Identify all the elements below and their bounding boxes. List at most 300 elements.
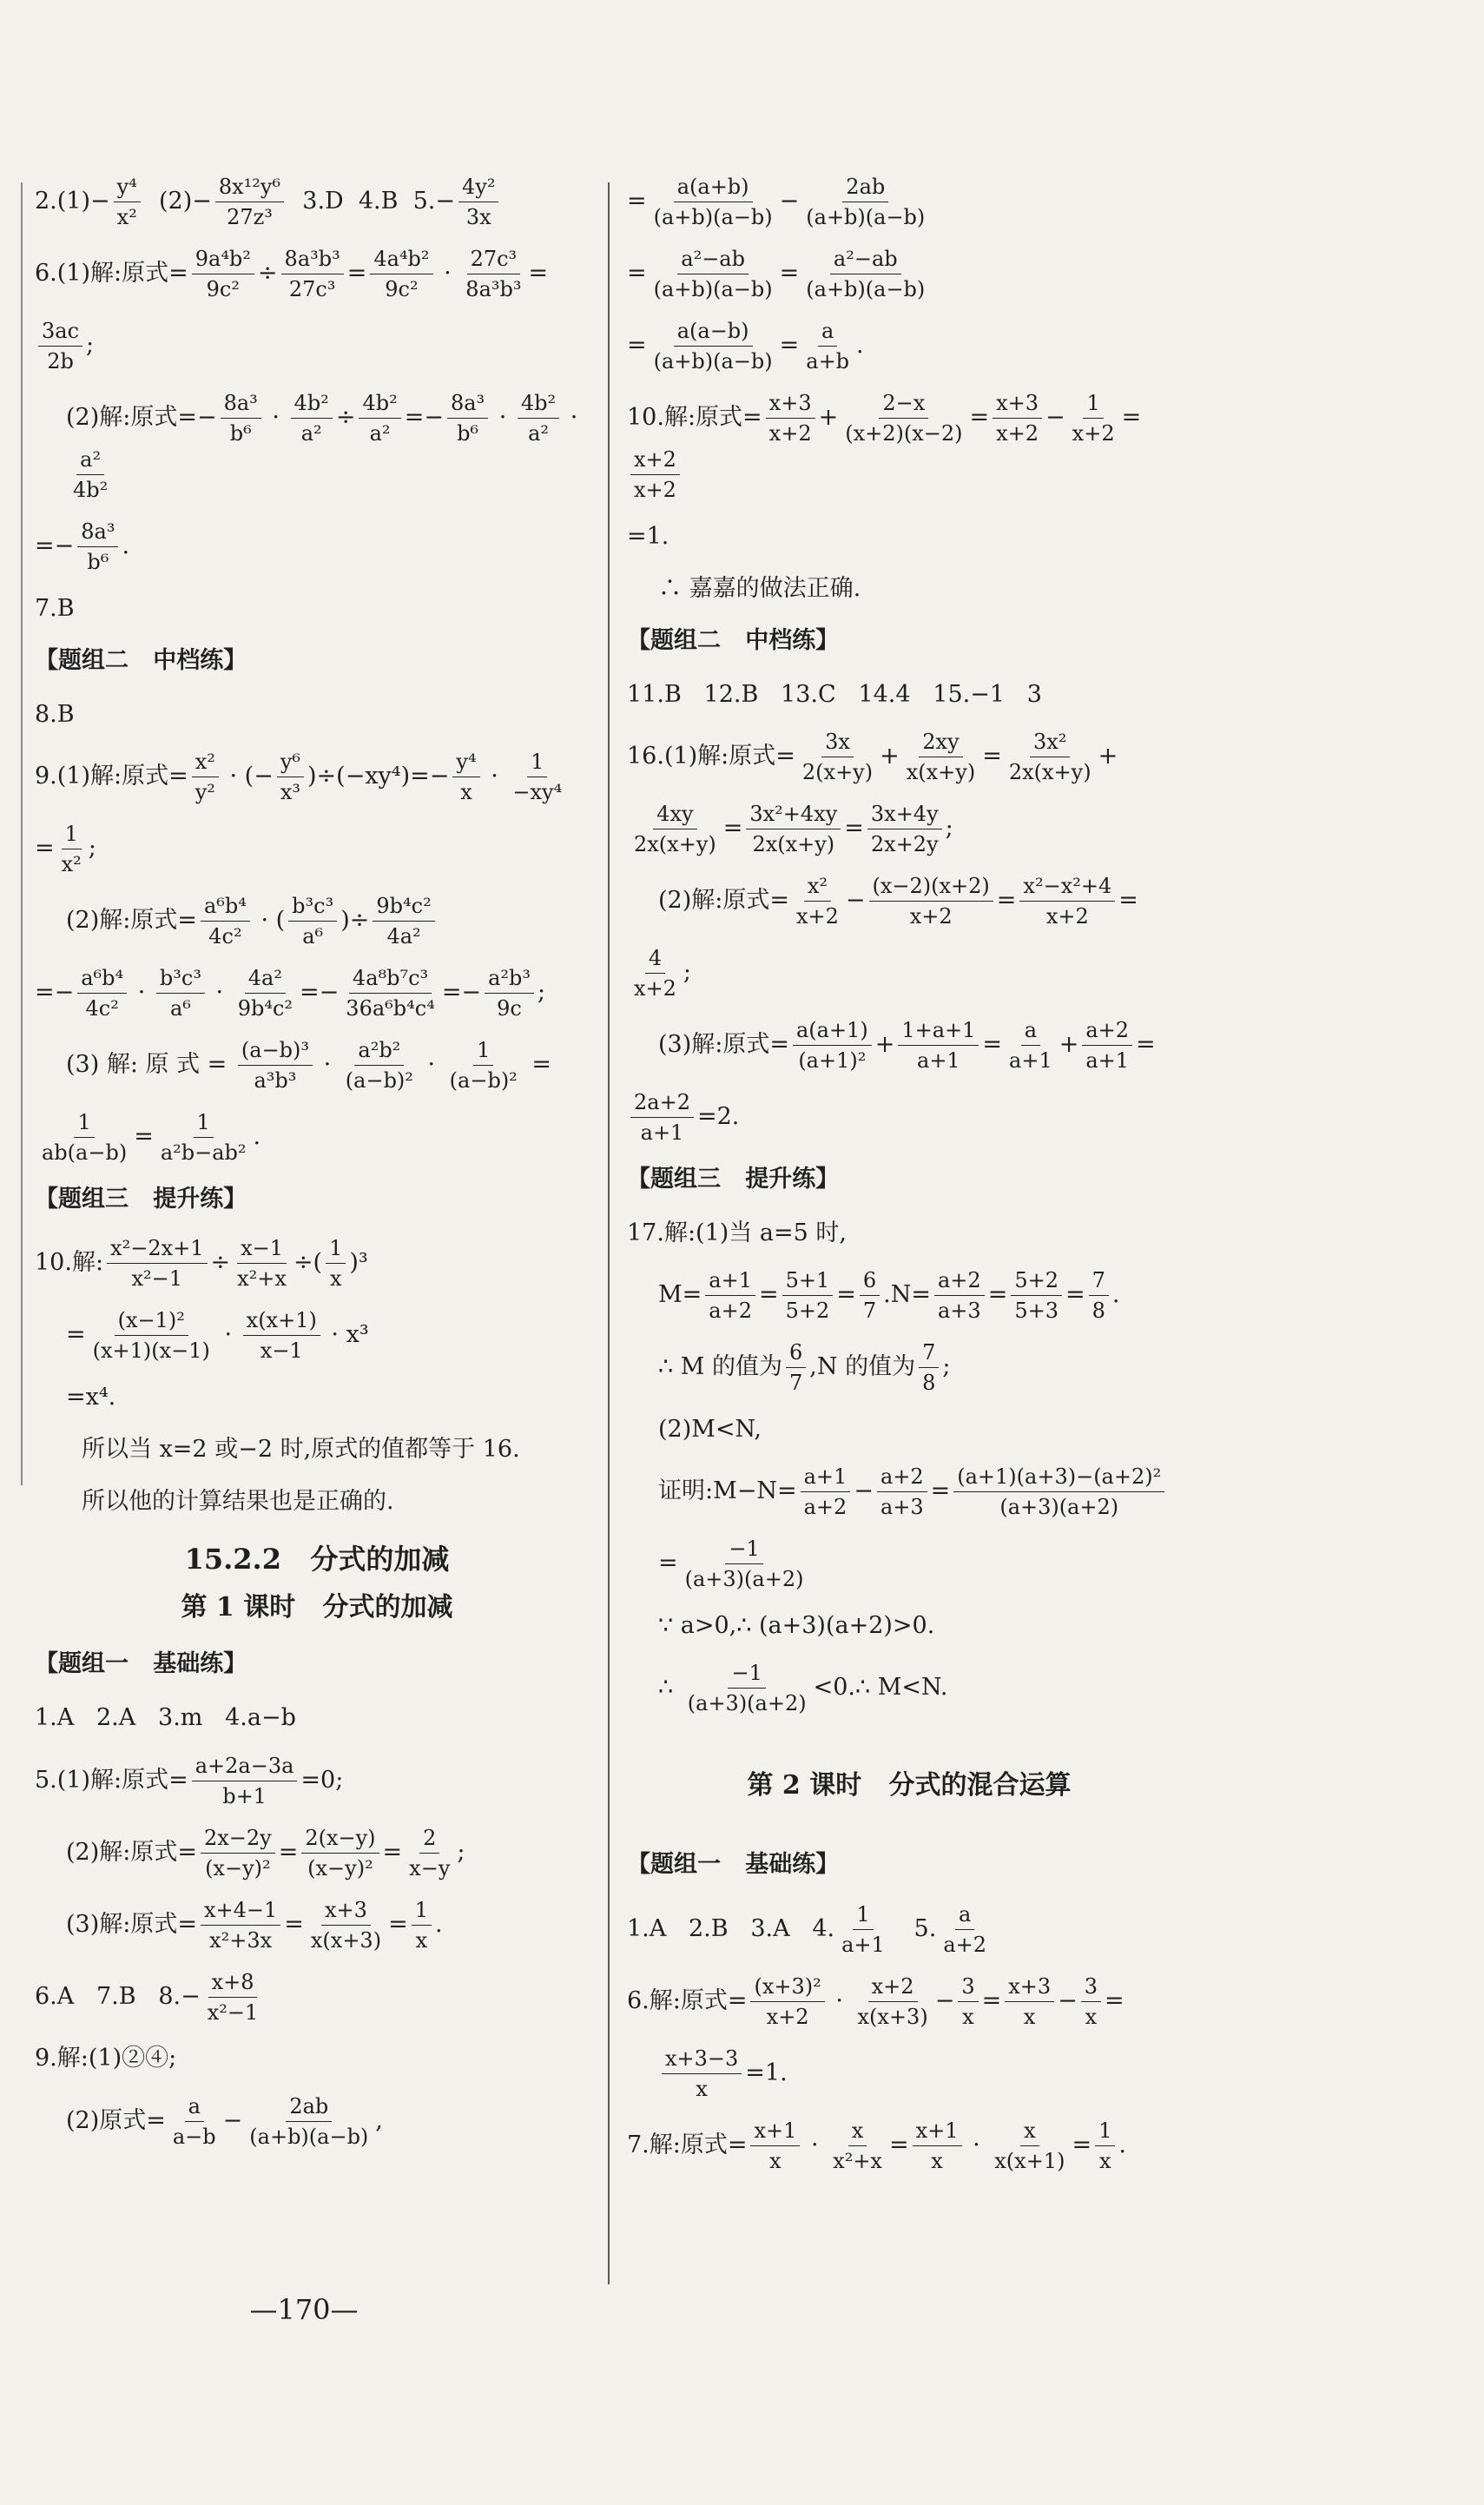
numerator: a⁶b⁴ xyxy=(201,893,250,922)
numerator: 2ab xyxy=(842,174,888,202)
math-text: − xyxy=(779,188,800,215)
fraction xyxy=(446,1037,521,1094)
numerator: a²b³ xyxy=(485,965,534,994)
math-text: M= xyxy=(658,1281,702,1309)
denominator: (x+1)(x−1) xyxy=(92,1338,210,1363)
fraction xyxy=(1019,873,1115,929)
denominator: x+2 xyxy=(1072,421,1115,446)
fraction xyxy=(1082,1017,1132,1074)
fraction xyxy=(288,893,337,949)
fraction xyxy=(1089,1267,1109,1324)
numerator: x+2 xyxy=(630,446,680,475)
answer-line xyxy=(627,677,1191,713)
denominator: a²b−ab² xyxy=(160,1140,247,1165)
numerator: 8a³ xyxy=(447,390,488,419)
page-number: —170— xyxy=(249,2293,359,2326)
denominator: x+2 xyxy=(909,904,953,929)
fraction xyxy=(509,749,565,805)
math-text: . xyxy=(253,1123,261,1151)
fraction xyxy=(630,1089,694,1146)
math-text: − xyxy=(854,1477,874,1505)
denominator: (a+b)(a−b) xyxy=(653,349,773,373)
math-text: , xyxy=(375,2106,383,2134)
math-text: = xyxy=(844,815,864,843)
answer-line xyxy=(35,174,599,230)
numerator: 4b² xyxy=(359,390,400,419)
math-text: = xyxy=(627,332,647,360)
denominator: (a+3)(a+2) xyxy=(684,1567,804,1591)
numerator: −1 xyxy=(725,1536,762,1564)
answer-line xyxy=(627,2046,1191,2102)
math-text: = xyxy=(278,1838,299,1866)
math-text: − xyxy=(222,2106,243,2134)
denominator: 2(x+y) xyxy=(801,760,874,784)
answer-line xyxy=(35,246,599,302)
math-text: = xyxy=(969,404,990,432)
numerator: x²−2x+1 xyxy=(107,1235,207,1264)
numerator: 27c³ xyxy=(467,246,521,274)
math-text: 6.A 7.B 8.− xyxy=(35,1982,201,2010)
denominator: x³ xyxy=(280,780,300,804)
numerator: 6 xyxy=(860,1267,880,1296)
fraction xyxy=(204,1969,262,2026)
math-text: =− xyxy=(35,979,75,1007)
math-text: ÷ xyxy=(210,1249,231,1277)
numerator: 3 xyxy=(1081,1973,1101,2002)
fraction xyxy=(234,1235,290,1292)
denominator: 2x(x+y) xyxy=(1008,760,1092,784)
answer-line xyxy=(627,1411,1191,1448)
fraction xyxy=(1006,1017,1056,1074)
math-text: − xyxy=(1045,404,1065,432)
numerator: 1 xyxy=(527,749,547,777)
math-text: ; xyxy=(537,979,546,1007)
numerator: x xyxy=(1020,2118,1039,2146)
numerator: 9a⁴b² xyxy=(192,246,254,274)
numerator: 1 xyxy=(62,821,82,849)
numerator: a²−ab xyxy=(830,246,901,274)
answer-line xyxy=(627,1267,1191,1324)
math-text: + xyxy=(1059,1031,1079,1059)
fraction xyxy=(867,801,942,857)
denominator: a+2 xyxy=(709,1299,752,1323)
numerator: x+3 xyxy=(321,1897,371,1926)
denominator: a+1 xyxy=(917,1048,960,1073)
numerator: x+3 xyxy=(1005,1973,1054,2002)
answer-line xyxy=(35,821,599,877)
math-text: = xyxy=(758,1281,779,1309)
answer-line xyxy=(35,1897,599,1953)
denominator: 27z³ xyxy=(227,205,273,229)
math-text: . xyxy=(1118,2131,1126,2158)
math-text: · x³ xyxy=(323,1321,369,1349)
math-text: = xyxy=(1072,2131,1092,2158)
answer-line xyxy=(35,2093,599,2150)
numerator: x xyxy=(848,2118,867,2146)
numerator: a+2 xyxy=(934,1267,985,1296)
denominator: 27c³ xyxy=(288,277,336,301)
numerator: 7 xyxy=(919,1339,939,1368)
numerator: 6 xyxy=(786,1339,806,1368)
numerator: 4 xyxy=(645,945,665,974)
fraction xyxy=(802,318,853,374)
numerator: 8x¹²y⁶ xyxy=(215,174,284,202)
denominator: x xyxy=(696,2076,708,2101)
math-text: (3) 解: 原 式 = xyxy=(66,1051,234,1079)
numerator: a+2 xyxy=(877,1464,927,1492)
denominator: a⁶ xyxy=(169,996,191,1021)
numerator: 9b⁴c² xyxy=(373,893,434,922)
math-text: 7.B xyxy=(35,594,75,622)
denominator: x² xyxy=(116,205,137,229)
denominator: x−1 xyxy=(260,1338,303,1363)
fraction xyxy=(301,1825,379,1881)
fraction xyxy=(370,246,432,302)
math-text: (2)解:原式= xyxy=(658,887,789,915)
math-text: ∴ 嘉嘉的做法正确. xyxy=(658,574,861,602)
left-column xyxy=(35,174,599,2165)
math-text: 15.2.2 分式的加减 xyxy=(184,1543,450,1576)
fraction xyxy=(412,1897,432,1953)
math-text: · xyxy=(419,1051,443,1079)
group-heading xyxy=(627,1161,1191,1198)
denominator: 9b⁴c² xyxy=(237,996,294,1021)
denominator: x xyxy=(1085,2004,1098,2029)
math-text: 第 1 课时 分式的加减 xyxy=(181,1592,453,1623)
math-text: . xyxy=(856,332,864,360)
denominator: 2b xyxy=(47,349,74,373)
fraction xyxy=(1011,1267,1062,1324)
fraction xyxy=(69,446,111,503)
fraction xyxy=(447,390,488,446)
math-text: · xyxy=(264,404,287,432)
numerator: 2 xyxy=(419,1825,439,1854)
fraction xyxy=(684,1660,810,1716)
fraction xyxy=(705,1267,755,1324)
math-text: 9.(1)解:原式= xyxy=(35,763,188,790)
math-text: 11.B 12.B 13.C 14.4 15.−1 3 xyxy=(627,680,1042,708)
math-text: =− xyxy=(404,404,444,432)
answer-line xyxy=(627,1901,1191,1958)
answer-line xyxy=(627,801,1191,857)
fraction xyxy=(192,246,254,302)
numerator: a²b² xyxy=(354,1037,404,1066)
denominator: −xy⁴ xyxy=(512,780,563,804)
answer-line xyxy=(627,1017,1191,1074)
math-text: = xyxy=(1136,1031,1156,1059)
denominator: x+2 xyxy=(795,904,839,929)
denominator: x−y xyxy=(409,1855,451,1880)
math-text: (2)解:原式= xyxy=(66,907,197,935)
denominator: a+1 xyxy=(841,1932,885,1957)
denominator: x(x+3) xyxy=(310,1927,382,1953)
math-text: 所以他的计算结果也是正确的. xyxy=(82,1487,394,1515)
numerator: a⁶b⁴ xyxy=(77,965,127,994)
fraction xyxy=(877,1464,927,1520)
numerator: a+2a−3a xyxy=(192,1753,298,1781)
fraction xyxy=(1006,729,1095,785)
answer-line xyxy=(627,1215,1191,1252)
fraction xyxy=(234,965,296,1021)
denominator: 2x(x+y) xyxy=(634,832,716,856)
fraction xyxy=(854,1973,932,2030)
math-text: = xyxy=(930,1477,951,1505)
math-text: · xyxy=(316,1051,339,1079)
left-margin-rule xyxy=(21,182,23,1485)
numerator: 1 xyxy=(194,1109,214,1138)
answer-line xyxy=(35,697,599,733)
math-text: · xyxy=(491,404,514,432)
numerator: 4y² xyxy=(458,174,498,202)
fraction xyxy=(373,893,434,949)
answer-line xyxy=(35,1484,599,1520)
math-text: = xyxy=(658,1550,678,1577)
fraction xyxy=(107,1235,207,1292)
answer-line xyxy=(35,591,599,627)
answer-line xyxy=(35,1701,599,1737)
math-text: + xyxy=(1098,743,1118,770)
column-divider xyxy=(608,182,610,2284)
math-text: 【题组一 基础练】 xyxy=(627,1851,840,1879)
answer-line xyxy=(35,519,599,575)
fraction xyxy=(246,2093,372,2150)
numerator: 7 xyxy=(1089,1267,1109,1296)
numerator: 1 xyxy=(1083,390,1103,419)
math-text: 【题组三 提升练】 xyxy=(627,1165,840,1193)
fraction xyxy=(630,945,680,1001)
fraction xyxy=(650,318,776,374)
math-text: = xyxy=(888,2131,909,2158)
denominator: 4b² xyxy=(73,478,109,502)
numerator: 8a³b³ xyxy=(281,246,344,274)
math-text: <0.∴ M<N. xyxy=(813,1674,948,1702)
answer-line xyxy=(627,1973,1191,2030)
fraction xyxy=(243,1307,320,1364)
math-text: 【题组二 中档练】 xyxy=(35,646,247,674)
answer-line xyxy=(627,1464,1191,1520)
fraction xyxy=(485,965,534,1021)
math-text: ,N 的值为 xyxy=(809,1353,916,1381)
fraction xyxy=(793,873,842,929)
numerator: x+2 xyxy=(868,1973,918,2002)
math-text: = xyxy=(284,1910,304,1938)
denominator: 4a² xyxy=(386,924,421,948)
fraction xyxy=(869,873,993,929)
denominator: 8a³b³ xyxy=(465,277,522,301)
answer-line xyxy=(627,1339,1191,1396)
numerator: x+1 xyxy=(750,2118,800,2146)
math-text: · xyxy=(965,2131,988,2158)
denominator: 36a⁶b⁴c⁴ xyxy=(346,996,435,1021)
numerator: a² xyxy=(76,446,104,475)
math-text: = xyxy=(388,1910,408,1938)
group-heading xyxy=(627,1847,1191,1884)
math-text: (2)解:原式=− xyxy=(66,404,217,432)
math-text: 1.A 2.A 3.m 4.a−b xyxy=(35,1704,296,1732)
denominator: b+1 xyxy=(222,1783,267,1808)
math-text: . xyxy=(434,1910,443,1938)
denominator: x(x+3) xyxy=(857,2004,928,2029)
numerator: 3x+4y xyxy=(867,801,942,829)
fraction xyxy=(462,246,524,302)
answer-line xyxy=(627,945,1191,1001)
math-text: =x⁴. xyxy=(66,1383,116,1411)
fraction xyxy=(1095,2118,1115,2174)
numerator: (x−1)² xyxy=(115,1307,188,1336)
numerator: 1 xyxy=(1095,2118,1115,2146)
numerator: x+1 xyxy=(913,2118,962,2146)
math-text: (2)原式= xyxy=(66,2106,166,2134)
group-heading xyxy=(35,643,599,679)
denominator: 7 xyxy=(789,1371,803,1395)
fraction xyxy=(38,1109,130,1166)
answer-line xyxy=(35,318,599,374)
math-text: ; xyxy=(942,1353,951,1381)
fraction xyxy=(650,174,776,230)
numerator: 1 xyxy=(74,1109,94,1138)
math-text: − xyxy=(845,887,866,915)
denominator: x+2 xyxy=(634,478,676,502)
numerator: a+1 xyxy=(801,1464,851,1492)
right-column xyxy=(627,174,1191,2190)
denominator: 5+3 xyxy=(1014,1299,1059,1323)
answer-line xyxy=(35,1235,599,1292)
answer-line xyxy=(627,174,1191,230)
numerator: a xyxy=(955,1901,974,1930)
math-text: · xyxy=(436,260,459,288)
answer-line xyxy=(35,1109,599,1166)
denominator: a+1 xyxy=(1085,1048,1130,1073)
math-text: (3)解:原式= xyxy=(66,1910,197,1938)
denominator: 9c xyxy=(497,996,522,1021)
numerator: (a+1)(a+3)−(a+2)² xyxy=(953,1464,1164,1492)
math-text: 【题组一 基础练】 xyxy=(35,1650,247,1678)
denominator: y² xyxy=(195,780,215,804)
math-text: + xyxy=(818,404,839,432)
numerator: x+8 xyxy=(208,1969,258,1998)
math-text: ÷ xyxy=(257,260,278,288)
fraction xyxy=(1069,390,1118,446)
denominator: 5+2 xyxy=(785,1299,830,1323)
math-text: ; xyxy=(683,959,692,987)
math-text: ÷( xyxy=(293,1249,323,1277)
denominator: 4c² xyxy=(85,996,119,1021)
denominator: x²+3x xyxy=(209,1927,273,1953)
fraction xyxy=(342,1037,417,1094)
denominator: 2x(x+y) xyxy=(752,832,835,856)
math-text: =− xyxy=(300,979,340,1007)
math-text: 第 2 课时 分式的混合运算 xyxy=(747,1770,1072,1801)
lesson-title xyxy=(627,1768,1191,1804)
denominator: x²−1 xyxy=(207,1999,259,2025)
denominator: x xyxy=(962,2004,974,2029)
numerator: 1 xyxy=(853,1901,873,1930)
numerator: a(a−b) xyxy=(674,318,753,347)
denominator: b⁶ xyxy=(457,421,479,446)
numerator: 8a³ xyxy=(77,519,118,547)
numerator: a xyxy=(185,2093,204,2122)
denominator: (x−y)² xyxy=(307,1855,373,1880)
denominator: a² xyxy=(528,421,549,446)
math-text: − xyxy=(1058,1986,1078,2014)
fraction xyxy=(157,1109,250,1166)
denominator: a+2 xyxy=(943,1932,987,1957)
denominator: a² xyxy=(300,421,322,446)
denominator: x+2 xyxy=(634,976,676,1001)
math-text: 2.(1)− xyxy=(35,188,110,215)
numerator: b³c³ xyxy=(288,893,337,922)
fraction xyxy=(359,390,400,446)
fraction xyxy=(169,2093,220,2150)
math-text: · ( xyxy=(253,907,286,935)
fraction xyxy=(201,893,250,949)
fraction xyxy=(860,1267,880,1324)
math-text: · xyxy=(803,2131,827,2158)
fraction xyxy=(114,174,141,230)
math-text: = xyxy=(722,815,743,843)
answer-line xyxy=(627,571,1191,607)
fraction xyxy=(993,390,1042,446)
math-text: ; xyxy=(945,815,953,843)
fraction xyxy=(452,749,479,805)
denominator: (a+1)² xyxy=(798,1048,867,1073)
math-text: 【题组三 提升练】 xyxy=(35,1185,247,1213)
fraction xyxy=(89,1307,214,1364)
fraction xyxy=(682,1536,808,1592)
math-text: =1. xyxy=(627,522,669,550)
numerator: 3x²+4xy xyxy=(746,801,841,829)
numerator: 3x xyxy=(821,729,854,757)
denominator: a+2 xyxy=(803,1495,848,1519)
fraction xyxy=(903,729,979,785)
denominator: x xyxy=(329,1266,342,1291)
answer-line xyxy=(627,390,1191,503)
numerator: 4b² xyxy=(291,390,333,419)
numerator: b³c³ xyxy=(156,965,205,994)
fraction xyxy=(746,801,841,857)
math-text: · xyxy=(483,763,506,790)
fraction xyxy=(838,1901,888,1958)
answer-line xyxy=(627,318,1191,374)
math-text: =− xyxy=(35,532,75,560)
denominator: x xyxy=(931,2148,943,2173)
denominator: b⁶ xyxy=(87,550,109,574)
math-text: − xyxy=(934,1986,955,2014)
math-text: 10.解: xyxy=(35,1249,104,1277)
denominator: (x+2)(x−2) xyxy=(845,421,963,446)
math-text: =0; xyxy=(300,1766,344,1794)
fraction xyxy=(77,519,118,575)
math-text: ∴ xyxy=(658,1674,681,1702)
math-text: + xyxy=(874,1031,895,1059)
denominator: (x−y)² xyxy=(205,1855,271,1880)
fraction xyxy=(630,446,680,503)
denominator: (a−b)² xyxy=(449,1068,518,1093)
math-text: = xyxy=(982,1031,1003,1059)
denominator: 3x xyxy=(465,205,491,229)
math-text: = xyxy=(779,332,800,360)
answer-line xyxy=(35,1969,599,2026)
fraction xyxy=(919,1339,939,1396)
fraction xyxy=(518,390,559,446)
fraction xyxy=(958,1973,978,2030)
math-text: = xyxy=(996,887,1017,915)
answer-line xyxy=(627,2118,1191,2174)
math-text: 5.(1)解:原式= xyxy=(35,1766,188,1794)
denominator: x²+x xyxy=(833,2148,882,2173)
fraction xyxy=(1005,1973,1054,2030)
denominator: x² xyxy=(61,852,82,876)
